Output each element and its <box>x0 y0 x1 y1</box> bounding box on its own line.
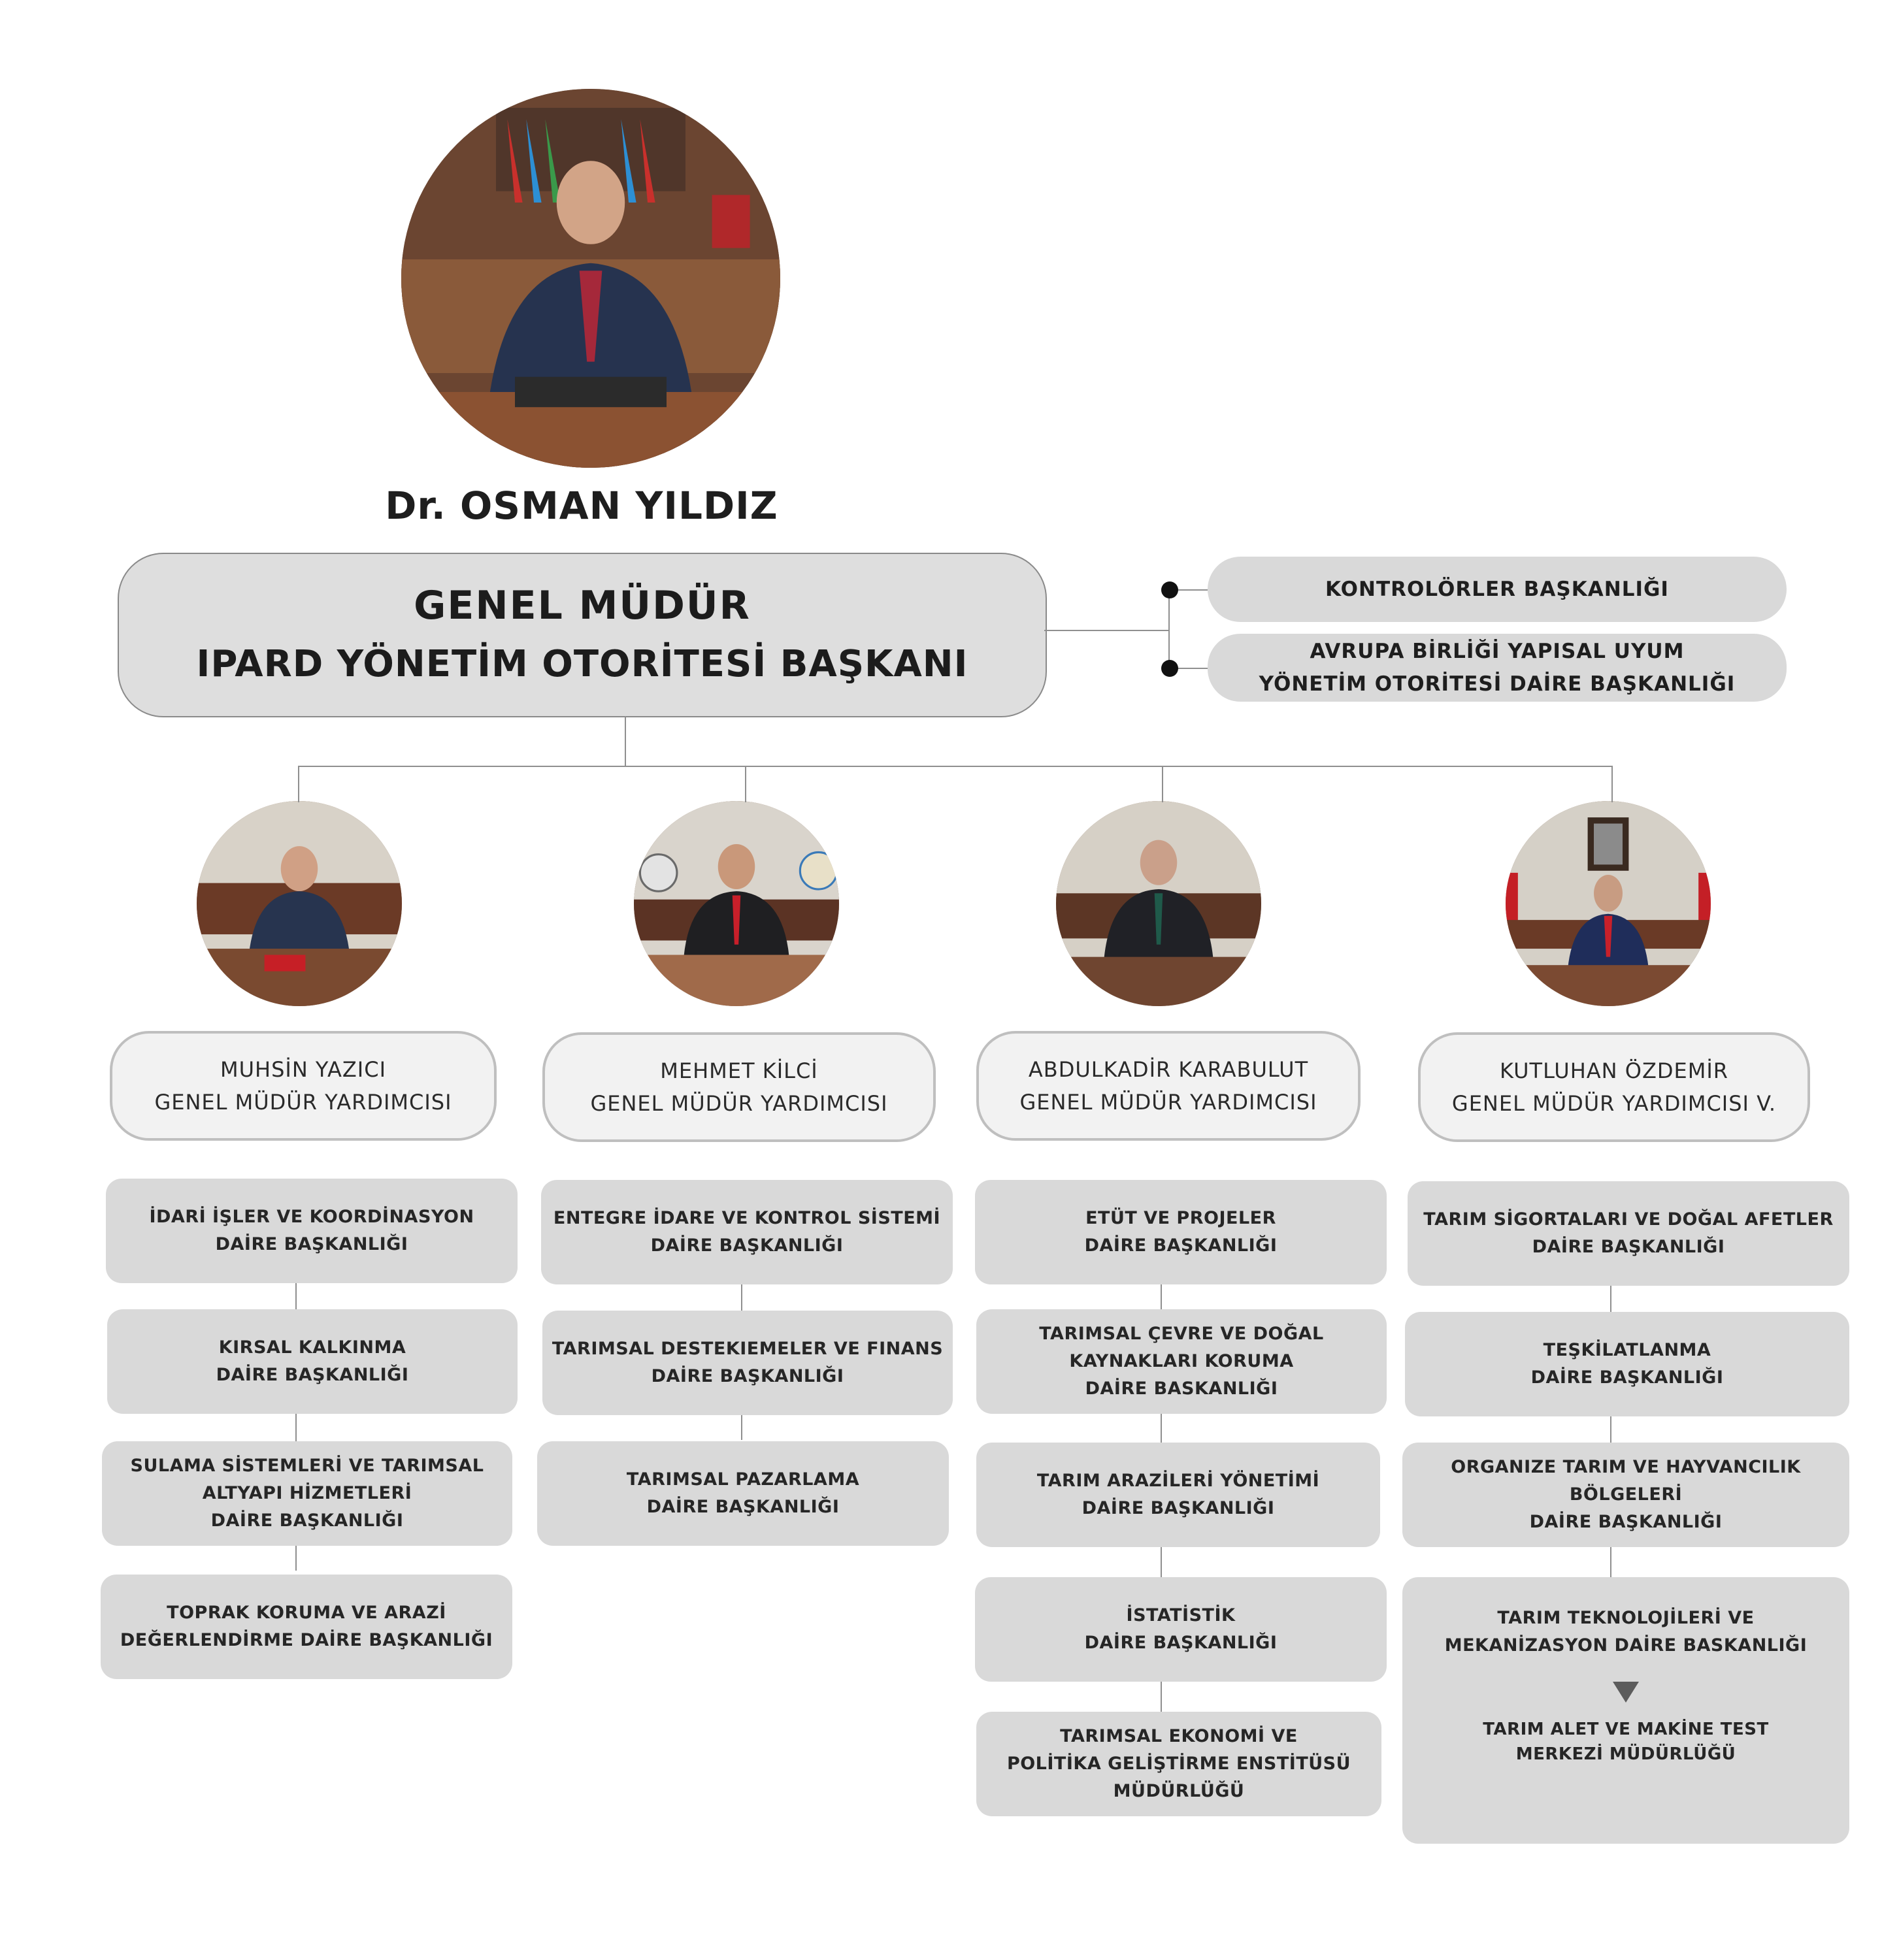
col1-unit-4-line1: TOPRAK KORUMA VE ARAZİ <box>167 1603 446 1623</box>
col1-unit-1-line1: İDARİ İŞLER VE KOORDİNASYON <box>149 1207 474 1227</box>
col1-unit-1 <box>106 1179 518 1283</box>
col4-unit-3-line3: DAİRE BAŞKANLIĞI <box>1529 1512 1723 1532</box>
col2-unit-1-line1: ENTEGRE İDARE VE KONTROL SİSTEMİ <box>553 1208 941 1228</box>
col2-unit-1-line2: DAİRE BAŞKANLIĞI <box>650 1235 844 1256</box>
col2-unit-3-line1: TARIMSAL PAZARLAMA <box>626 1469 860 1490</box>
col3-unit-4-line1: İSTATİSTİK <box>1126 1605 1236 1625</box>
col4-unit-3-line2: BÖLGELERİ <box>1569 1484 1683 1505</box>
connector-trunk <box>625 716 626 766</box>
sub-unit-arrow <box>1613 1682 1639 1703</box>
col4-unit-4 <box>1402 1577 1849 1844</box>
connector-side-vertical <box>1168 589 1170 668</box>
deputy-4-name-box <box>1418 1032 1810 1142</box>
col3-unit-4 <box>975 1577 1387 1682</box>
side-unit-2-line2: YÖNETİM OTORİTESİ DAİRE BAŞKANLIĞI <box>1259 672 1736 696</box>
deputy-4-title: GENEL MÜDÜR YARDIMCISI V. <box>1451 1091 1777 1116</box>
col3-unit-2-line3: DAİRE BASKANLIĞI <box>1085 1379 1278 1399</box>
col3-unit-1-line1: ETÜT VE PROJELER <box>1085 1208 1276 1228</box>
col3-unit-3-line2: DAİRE BAŞKANLIĞI <box>1081 1498 1275 1518</box>
connector-branch-4 <box>1611 766 1613 802</box>
deputy-3-name: ABDULKADİR KARABULUT <box>1028 1057 1309 1082</box>
col4-sub-unit-line1: TARIM ALET VE MAKİNE TEST <box>1483 1720 1769 1739</box>
deputy-1-title: GENEL MÜDÜR YARDIMCISI <box>154 1090 452 1115</box>
connector-branch-3 <box>1162 766 1163 802</box>
side-unit-2-line1: AVRUPA BİRLİĞİ YAPISAL UYUM <box>1310 640 1685 663</box>
col3-unit-3 <box>976 1443 1380 1547</box>
col4-unit-1 <box>1408 1181 1849 1286</box>
col3-unit-4-line2: DAİRE BAŞKANLIĞI <box>1084 1633 1278 1653</box>
col3-unit-2-line1: TARIMSAL ÇEVRE VE DOĞAL <box>1039 1324 1324 1344</box>
director-name: Dr. OSMAN YILDIZ <box>385 483 778 528</box>
connector-director-side <box>1044 630 1168 631</box>
col1-unit-1-line2: DAİRE BAŞKANLIĞI <box>215 1234 408 1254</box>
col1-unit-4 <box>101 1575 512 1679</box>
col2-unit-3 <box>537 1441 949 1546</box>
col4-unit-4-line2: MEKANİZASYON DAİRE BASKANLIĞI <box>1444 1635 1808 1656</box>
col3-unit-5 <box>976 1712 1381 1816</box>
deputy-2-photo <box>634 801 839 1006</box>
col3-unit-1-line2: DAİRE BAŞKANLIĞI <box>1084 1235 1278 1256</box>
col3-unit-5-line1: TARIMSAL EKONOMİ VE <box>1060 1726 1298 1746</box>
col2-unit-3-line2: DAİRE BAŞKANLIĞI <box>646 1497 840 1517</box>
col1-unit-2-line2: DAİRE BAŞKANLIĞI <box>216 1365 409 1385</box>
connector-branch-2 <box>745 766 746 802</box>
col1-unit-4-line2: DEĞERLENDİRME DAİRE BAŞKANLIĞI <box>120 1630 493 1650</box>
col3-unit-5-line3: MÜDÜRLÜĞÜ <box>1113 1781 1245 1801</box>
director-title-line2: IPARD YÖNETİM OTORİTESİ BAŞKANI <box>196 643 968 685</box>
col4-sub-unit-line2: MERKEZİ MÜDÜRLÜĞÜ <box>1515 1744 1736 1764</box>
deputy-1-name-box <box>110 1031 497 1141</box>
col1-unit-2 <box>107 1309 518 1414</box>
deputy-3-photo <box>1056 801 1261 1006</box>
director-title-box <box>118 553 1047 717</box>
col1-unit-3-line3: DAİRE BAŞKANLIĞI <box>210 1511 404 1531</box>
deputy-3-name-box <box>976 1031 1361 1141</box>
deputy-1-photo <box>197 801 402 1006</box>
side-unit-ab-yapisal-uyum <box>1208 634 1787 702</box>
col3-unit-2-line2: KAYNAKLARI KORUMA <box>1069 1351 1294 1371</box>
col2-unit-2-line2: DAİRE BAŞKANLIĞI <box>651 1366 844 1386</box>
col4-unit-2 <box>1405 1312 1849 1416</box>
col2-unit-2-line1: TARIMSAL DESTEKIEMELER VE FINANS <box>552 1339 944 1359</box>
connector-dot-1 <box>1161 581 1178 598</box>
col3-unit-5-line2: POLİTİKA GELİŞTİRME ENSTİTÜSÜ <box>1006 1754 1351 1774</box>
col1-unit-3 <box>102 1441 512 1546</box>
col2-unit-1 <box>541 1180 953 1284</box>
director-photo <box>401 89 780 468</box>
col2-unit-2 <box>542 1311 953 1415</box>
deputy-2-name-box <box>542 1032 936 1142</box>
col4-unit-1-line1: TARIM SİGORTALARI VE DOĞAL AFETLER <box>1423 1209 1834 1230</box>
deputy-2-title: GENEL MÜDÜR YARDIMCISI <box>590 1091 888 1116</box>
director-title-line1: GENEL MÜDÜR <box>414 583 751 629</box>
col1-unit-3-line2: ALTYAPI HİZMETLERİ <box>202 1483 412 1503</box>
col3-unit-2 <box>976 1309 1387 1414</box>
col4-unit-4-line1: TARIM TEKNOLOJİLERİ VE <box>1497 1608 1755 1628</box>
col4-unit-1-line2: DAİRE BAŞKANLIĞI <box>1532 1237 1725 1257</box>
side-unit-kontrolorler <box>1208 557 1787 622</box>
col3-unit-3-line1: TARIM ARAZİLERİ YÖNETİMİ <box>1036 1471 1320 1491</box>
deputy-3-title: GENEL MÜDÜR YARDIMCISI <box>1019 1090 1317 1115</box>
deputy-1-name: MUHSİN YAZICI <box>220 1057 387 1082</box>
deputy-4-photo <box>1506 801 1711 1006</box>
col4-unit-3 <box>1402 1443 1849 1547</box>
col1-unit-3-line1: SULAMA SİSTEMLERİ VE TARIMSAL <box>130 1456 484 1476</box>
col4-unit-2-line2: DAİRE BAŞKANLIĞI <box>1530 1367 1724 1388</box>
col4-unit-3-line1: ORGANIZE TARIM VE HAYVANCILIK <box>1451 1457 1801 1477</box>
side-unit-1-label: KONTROLÖRLER BAŞKANLIĞI <box>1325 578 1669 601</box>
deputy-4-name: KUTLUHAN ÖZDEMİR <box>1499 1058 1729 1083</box>
connector-branch-horizontal <box>298 766 1613 767</box>
col4-unit-2-line1: TEŞKİLATLANMA <box>1543 1340 1711 1360</box>
col3-unit-1 <box>975 1180 1387 1284</box>
deputy-2-name: MEHMET KİLCİ <box>660 1058 818 1083</box>
connector-branch-1 <box>298 766 299 802</box>
connector-dot-2 <box>1161 660 1178 677</box>
col1-unit-2-line1: KIRSAL KALKINMA <box>218 1337 406 1358</box>
